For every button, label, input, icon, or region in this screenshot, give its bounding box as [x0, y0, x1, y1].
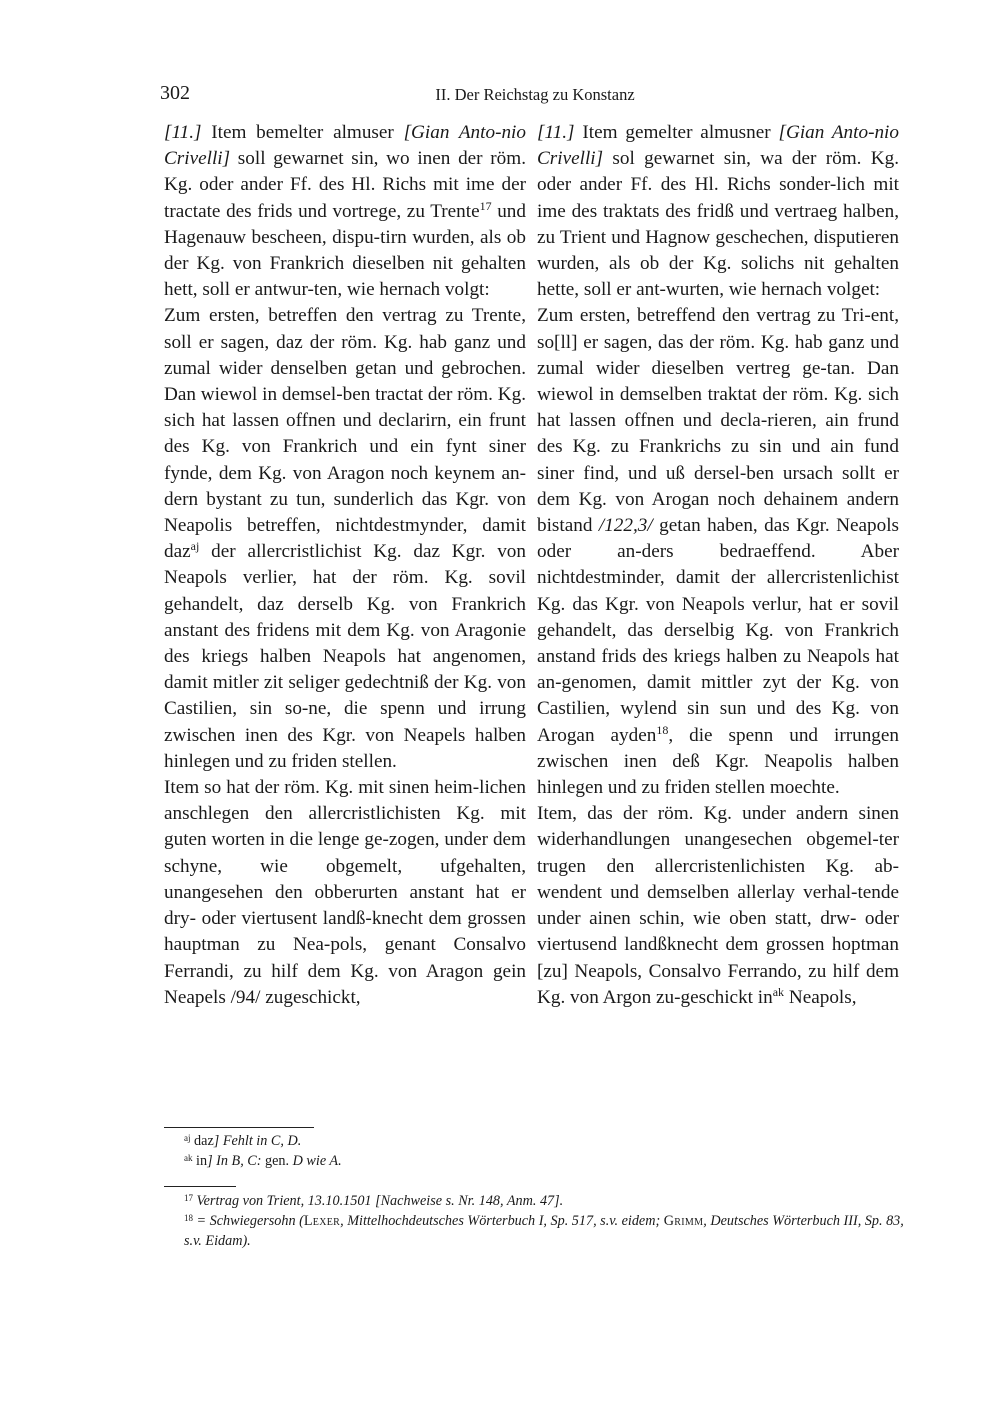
footnote-17	[164, 1191, 910, 1211]
apparatus-ref-ak[interactable]: ak	[772, 984, 785, 999]
page-reference: /122,3/	[598, 515, 653, 537]
text-span: Item gemelter almusner	[574, 122, 779, 143]
note-marker: aj	[184, 1133, 191, 1143]
apparatus-divider	[164, 1127, 314, 1128]
note-text: D wie A.	[292, 1153, 342, 1169]
footnotes	[164, 1191, 910, 1251]
right-paragraph-zum-ersten	[537, 303, 899, 801]
footnote-ref-17[interactable]: 17	[479, 198, 492, 213]
text-span: Item so hat der röm. Kg. mit sinen heim-lichen anschlegen den allercristlichisten Kg. mit guten worten in die lenge ge-zogen, under dem schyne, wie obgemelt, ufgehalten, unangesehen den obberurten anstant hat er dry- oder viertusent landß-knecht dem grossen hauptman zu Nea-pols, genant Consalvo Ferrandi, zu hilf dem Kg. von Aragon gein Neapels /94/ zugeschickt,	[164, 777, 526, 1008]
page-number: 302	[160, 82, 190, 104]
right-paragraph-11	[537, 120, 899, 303]
left-paragraph-item	[164, 775, 526, 1011]
text-span: Item bemelter almuser	[201, 122, 404, 143]
footnote-ref-18[interactable]: 18	[656, 722, 669, 737]
running-title: II. Der Reichstag zu Konstanz	[435, 85, 635, 104]
person-name: [Gian Anto-nio Crivelli]	[537, 122, 899, 170]
left-paragraph-zum-ersten	[164, 303, 526, 775]
right-paragraph-item	[537, 801, 899, 1011]
lemma: daz	[190, 1133, 214, 1149]
text-span: , die spenn und irrungen zwischen inen deß Kgr. Neapolis halben hinlegen und zu friden stellen moechte.	[537, 724, 899, 799]
right-column	[537, 120, 899, 1011]
note-text: Vertrag von Trient, 13.10.1501 [Nachweise s. Nr. 148, Anm. 47].	[193, 1193, 564, 1209]
critical-apparatus	[164, 1131, 910, 1171]
author-name: Grimm	[663, 1213, 704, 1229]
note-text: , Mittelhochdeutsches Wörterbuch I, Sp. 517, s.v. eidem;	[340, 1213, 664, 1229]
text-span: soll gewarnet sin, wo inen der röm. Kg. oder ander Ff. des Hl. Richs mit ime der tractate des frids und vortrege, zu Trente	[164, 148, 526, 222]
note-text: ] Fehlt in C, D.	[213, 1133, 302, 1149]
footnote-18	[164, 1211, 910, 1251]
text-span: Neapols,	[784, 986, 857, 1008]
note-marker: 17	[184, 1193, 193, 1203]
footnote-divider	[164, 1186, 236, 1187]
note-marker: 18	[184, 1213, 193, 1223]
left-paragraph-11	[164, 120, 526, 303]
text-span: der allercristlichist Kg. daz Kgr. von Neapols verlier, hat der röm. Kg. sovil gehandelt, daz derselb Kg. von Frankrich anstant des fridens mit dem Kg. von Aragonie des kriegs halben Neapols hat angenomen, damit mitler zit seliger gedechtniß der Kg. von Castilien, sin so-ne, die spenn und irrung zwischen inen des Kgr. von Neapels halben hinlegen und zu friden stellen.	[164, 541, 526, 772]
text-span: Zum ersten, betreffend den vertrag zu Tri-ent, so[ll] er sagen, das der röm. Kg. hab ganz und zumal wider dieselben vertreg ge-tan. Dan wiewol in demselben traktat der röm. Kg. sich hat lassen offnen und decla-rieren, ain frund des Kg. zu Frankrichs zu sin und ain fund siner find, und uß dersel-ben ursach sollt er dem Kg. von Arogan noch dehainem andern bistand	[537, 305, 899, 537]
note-text: gen.	[261, 1153, 293, 1169]
lemma: in	[192, 1153, 208, 1169]
section-label: [11.]	[537, 122, 575, 143]
section-label: [11.]	[164, 122, 202, 143]
note-text: , Deutsches Wörterbuch III, Sp. 83, s.v. Eidam).	[184, 1213, 904, 1249]
person-name: [Gian Anto-nio Crivelli]	[164, 122, 526, 170]
author-name: Lexer	[303, 1213, 341, 1229]
apparatus-note-ak	[184, 1151, 910, 1171]
text-span: Item, das der röm. Kg. under andern sinen widerhandlungen unangesechen obgemel-ter trugen den allercristenlichisten Kg. ab-wendent und demselben allerlay verhal-tende under ainen schin, wie oben statt, drw- oder viertusend landßknecht dem grossen hoptman [zu] Neapols, Consalvo Ferrando, zu hilf dem Kg. von Argon zu-geschickt in	[537, 803, 899, 1008]
page-header	[160, 82, 910, 108]
text-span: Zum ersten, betreffen den vertrag zu Trente, soll er sagen, daz der röm. Kg. hab ganz und zumal wider denselben getan und gebrochen. Dan wiewol in demsel-ben tractat der röm. Kg. sich hat lassen offnen und declarirn, ein frunt des Kg. von Frankrich und ein fynt siner fynde, dem Kg. von Aragon noch keynem an-dern bystant zu tun, sunderlich das Kgr. von Neapolis betreffen, nichtdestmynder, damit daz	[164, 305, 526, 563]
apparatus-note-aj	[184, 1131, 910, 1151]
text-span: getan haben, das Kgr. Neapols oder an-ders bedraeffend. Aber nichtdestminder, damit der allercristenlichist Kg. das Kgr. von Neapols verlur, hat er sovil gehandelt, das derselbig Kg. von Frankrich anstand frids des kriegs halben zu Neapols hat an-genomen, damit mittler zyt der Kg. von Castilien, wylend sin sun und des Kg. von Arogan ayden	[537, 515, 899, 746]
note-marker: ak	[184, 1153, 193, 1163]
text-span: sol gewarnet sin, wa der röm. Kg. oder ander Ff. des Hl. Richs sonder-lich mit ime des traktats des fridß und vertraeg halben, zu Trient und Hagnow geschechen, disputieren wurden, als ob der Kg. solichs nit gehalten hette, soll er ant-wurten, wie hernach volget:	[537, 148, 899, 301]
note-text: = Schwiegersohn (	[193, 1213, 304, 1229]
apparatus-ref-aj[interactable]: aj	[190, 539, 200, 554]
left-column	[164, 120, 526, 1011]
note-text: ] In B, C:	[207, 1153, 262, 1169]
text-span: und Hagenauw bescheen, dispu-tirn wurden, als ob der Kg. von Frankrich dieselben nit gehalten hett, soll er antwur-ten, wie hernach volgt:	[164, 200, 526, 301]
